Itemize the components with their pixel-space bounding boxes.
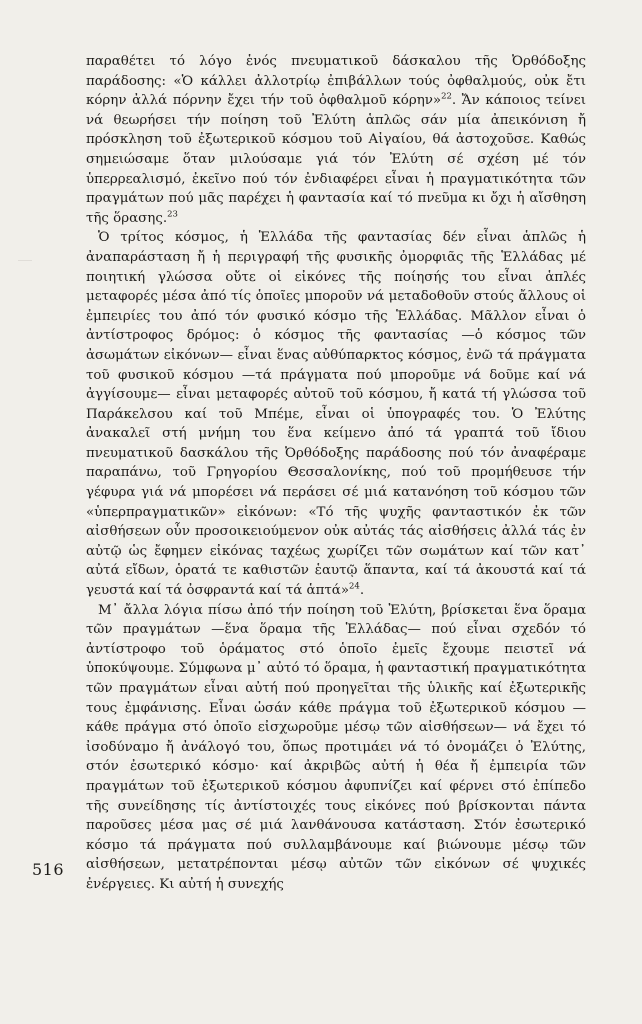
text-segment: Μ᾽ ἄλλα λόγια πίσω ἀπό τήν ποίηση τοῦ Ἐλύτη, βρίσκεται ἕνα ὅραμα τῶν πραγμάτων —ἕνα ὅραμα τῆς Ἑλλάδας— πού εἶναι σχεδόν τό ἀντίστροφο τοῦ ὁράματος στό ὁποῖο ἐμεῖς ἔχουμε πειστεῖ νά ὑποκύψουμε. Σύμφωνα μ᾽ αὐτό τό ὅραμα, ἡ φανταστική πραγματικότητα τῶν πραγμάτων εἶναι αὐτή πού προηγεῖται τῆς ὑλικῆς καί ἐξωτερικῆς τους ἐμφάνισης. Εἶναι ὡσάν κάθε πράγμα τοῦ ἐξωτερικοῦ κόσμου —κάθε πράγμα στό ὁποῖο εἰσχωροῦμε μέσῳ τῶν αἰσθήσεων— νά ἔχει τό ἰσοδύναμο ἤ ἀνάλογό του, ὅπως προτιμάει νά τό ὀνομάζει ὁ Ἐλύτης, στόν ἐσωτερικό κόσμο· καί ἀκριβῶς αὐτή ἡ θέα ἤ ἐμπειρία τῶν πραγμάτων τοῦ ἐξωτερικοῦ κόσμου ἀφυπνίζει καί φέρνει στό ἐπίπεδο τῆς συνείδησης τίς ἀντίστοιχές τους εἰκόνες πού βρίσκονται πάντα παροῦσες μέσα μας σέ μιά λανθάνουσα κατάσταση. Στόν ἐσωτερικό κόσμο τά πράγματα πού συλλαμβάνουμε καί βιώνουμε μέσῳ τῶν αἰσθήσεων, μετατρέπονται μέσῳ αὐτῶν τῶν εἰκόνων σέ ψυχικές ἐνέργειες. Κι αὐτή ἡ συνεχής xyxy=(86,602,586,892)
paragraph xyxy=(86,52,586,228)
text-segment: Ὁ τρίτος κόσμος, ἡ Ἑλλάδα τῆς φαντασίας δέν εἶναι ἁπλῶς ἡ ἀναπαράσταση ἤ ἡ περιγραφή τῆς φυσικῆς ὀμορφιᾶς τῆς Ἑλλάδας μέ ποιητική γλώσσα οὔτε οἱ εἰκόνες τῆς ποίησής του εἶναι ἁπλές μεταφορές μέσα ἀπό τίς ὁποῖες μποροῦν νά μεταδοθοῦν στούς ἄλλους οἱ ἐμπειρίες του ἀπό τόν φυσικό κόσμο τῆς Ἑλλάδας. Μᾶλλον εἶναι ὁ ἀντίστροφος δρόμος: ὁ κόσμος τῆς φαντασίας —ὁ κόσμος τῶν ἀσωμάτων εἰκόνων— εἶναι ἕνας αὐθύπαρκτος κόσμος, ἐνῶ τά πράγματα τοῦ φυσικοῦ κόσμου —τά πράγματα πού μποροῦμε νά δοῦμε καί νά ἀγγίσουμε— εἶναι μεταφορές αὐτοῦ τοῦ κόσμου, ἤ κατά τή γλώσσα τοῦ Παράκελσου καί τοῦ Μπέμε, εἶναι οἱ ὑπογραφές του. Ὁ Ἐλύτης ἀνακαλεῖ στή μνήμη του ἕνα κείμενο ἀπό τά γραπτά τοῦ ἴδιου πνευματικοῦ δασκάλου τῆς Ὀρθόδοξης παράδοσης πού τόν ἀναφέραμε παραπάνω, τοῦ Γρηγορίου Θεσσαλονίκης, πού τοῦ προμήθευσε τήν γέφυρα γιά νά μπορέσει νά περάσει σέ μιά κατανόηση τοῦ κόσμου τῶν «ὑπερπραγματικῶν» εἰκόνων: «Τό τῆς ψυχῆς φανταστικόν ἐκ τῶν αἰσθήσεων οὖν προσοικειούμενον οὐκ αὐτάς τάς αἰσθήσεις ἀλλά τάς ἐν αὐτῷ ὡς ἔφημεν εἰκόνας ταχέως χωρίζει τῶν σωμάτων καί τῶν κατ᾽ αὐτά εἴδων, ὁρατά τε καθιστῶν ἑαυτῷ ἅπαντα, καί τά ἀκουστά καί τά γευστά καί τά ὀσφραντά καί τά ἁπτά» xyxy=(86,230,586,599)
paragraph xyxy=(86,228,586,600)
footnote-ref: 23 xyxy=(167,209,178,220)
paragraph xyxy=(86,601,586,895)
footnote-ref: 22 xyxy=(441,91,452,102)
text-segment: παραθέτει τό λόγο ἑνός πνευματικοῦ δάσκαλου τῆς Ὀρθόδοξης παράδοσης: «Ὁ κάλλει ἀλλοτρίῳ ἐπιβάλλων τούς ὀφθαλμούς, οὐκ ἔτι κόρην ἀλλά πόρνην ἔχει τήν τοῦ ὀφθαλμοῦ κόρην» xyxy=(86,54,586,109)
footnote-ref: 24 xyxy=(349,581,360,592)
page-number: 516 xyxy=(32,860,65,879)
body-text xyxy=(86,52,586,895)
text-segment: . xyxy=(359,583,365,599)
text-segment: . Ἄν κάποιος τείνει νά θεωρήσει τήν ποίηση τοῦ Ἐλύτη ἁπλῶς σάν μία ἀπεικόνιση ἤ πρόσκληση τοῦ ἐξωτερικοῦ κόσμου τοῦ Αἰγαίου, θά ἀστοχοῦσε. Καθώς σημειώσαμε ὅταν μιλούσαμε γιά τόν Ἐλύτη σέ σχέση μέ τόν ὑπερρεαλισμό, ἐκεῖνο πού τόν ἐνδιαφέρει εἶναι ἡ πραγματικότητα τῶν πραγμάτων πού μᾶς παρέχει ἡ φαντασία καί τό πνεῦμα κι ὄχι ἡ αἴσθηση τῆς ὅρασης. xyxy=(86,93,586,226)
margin-mark xyxy=(18,250,32,261)
